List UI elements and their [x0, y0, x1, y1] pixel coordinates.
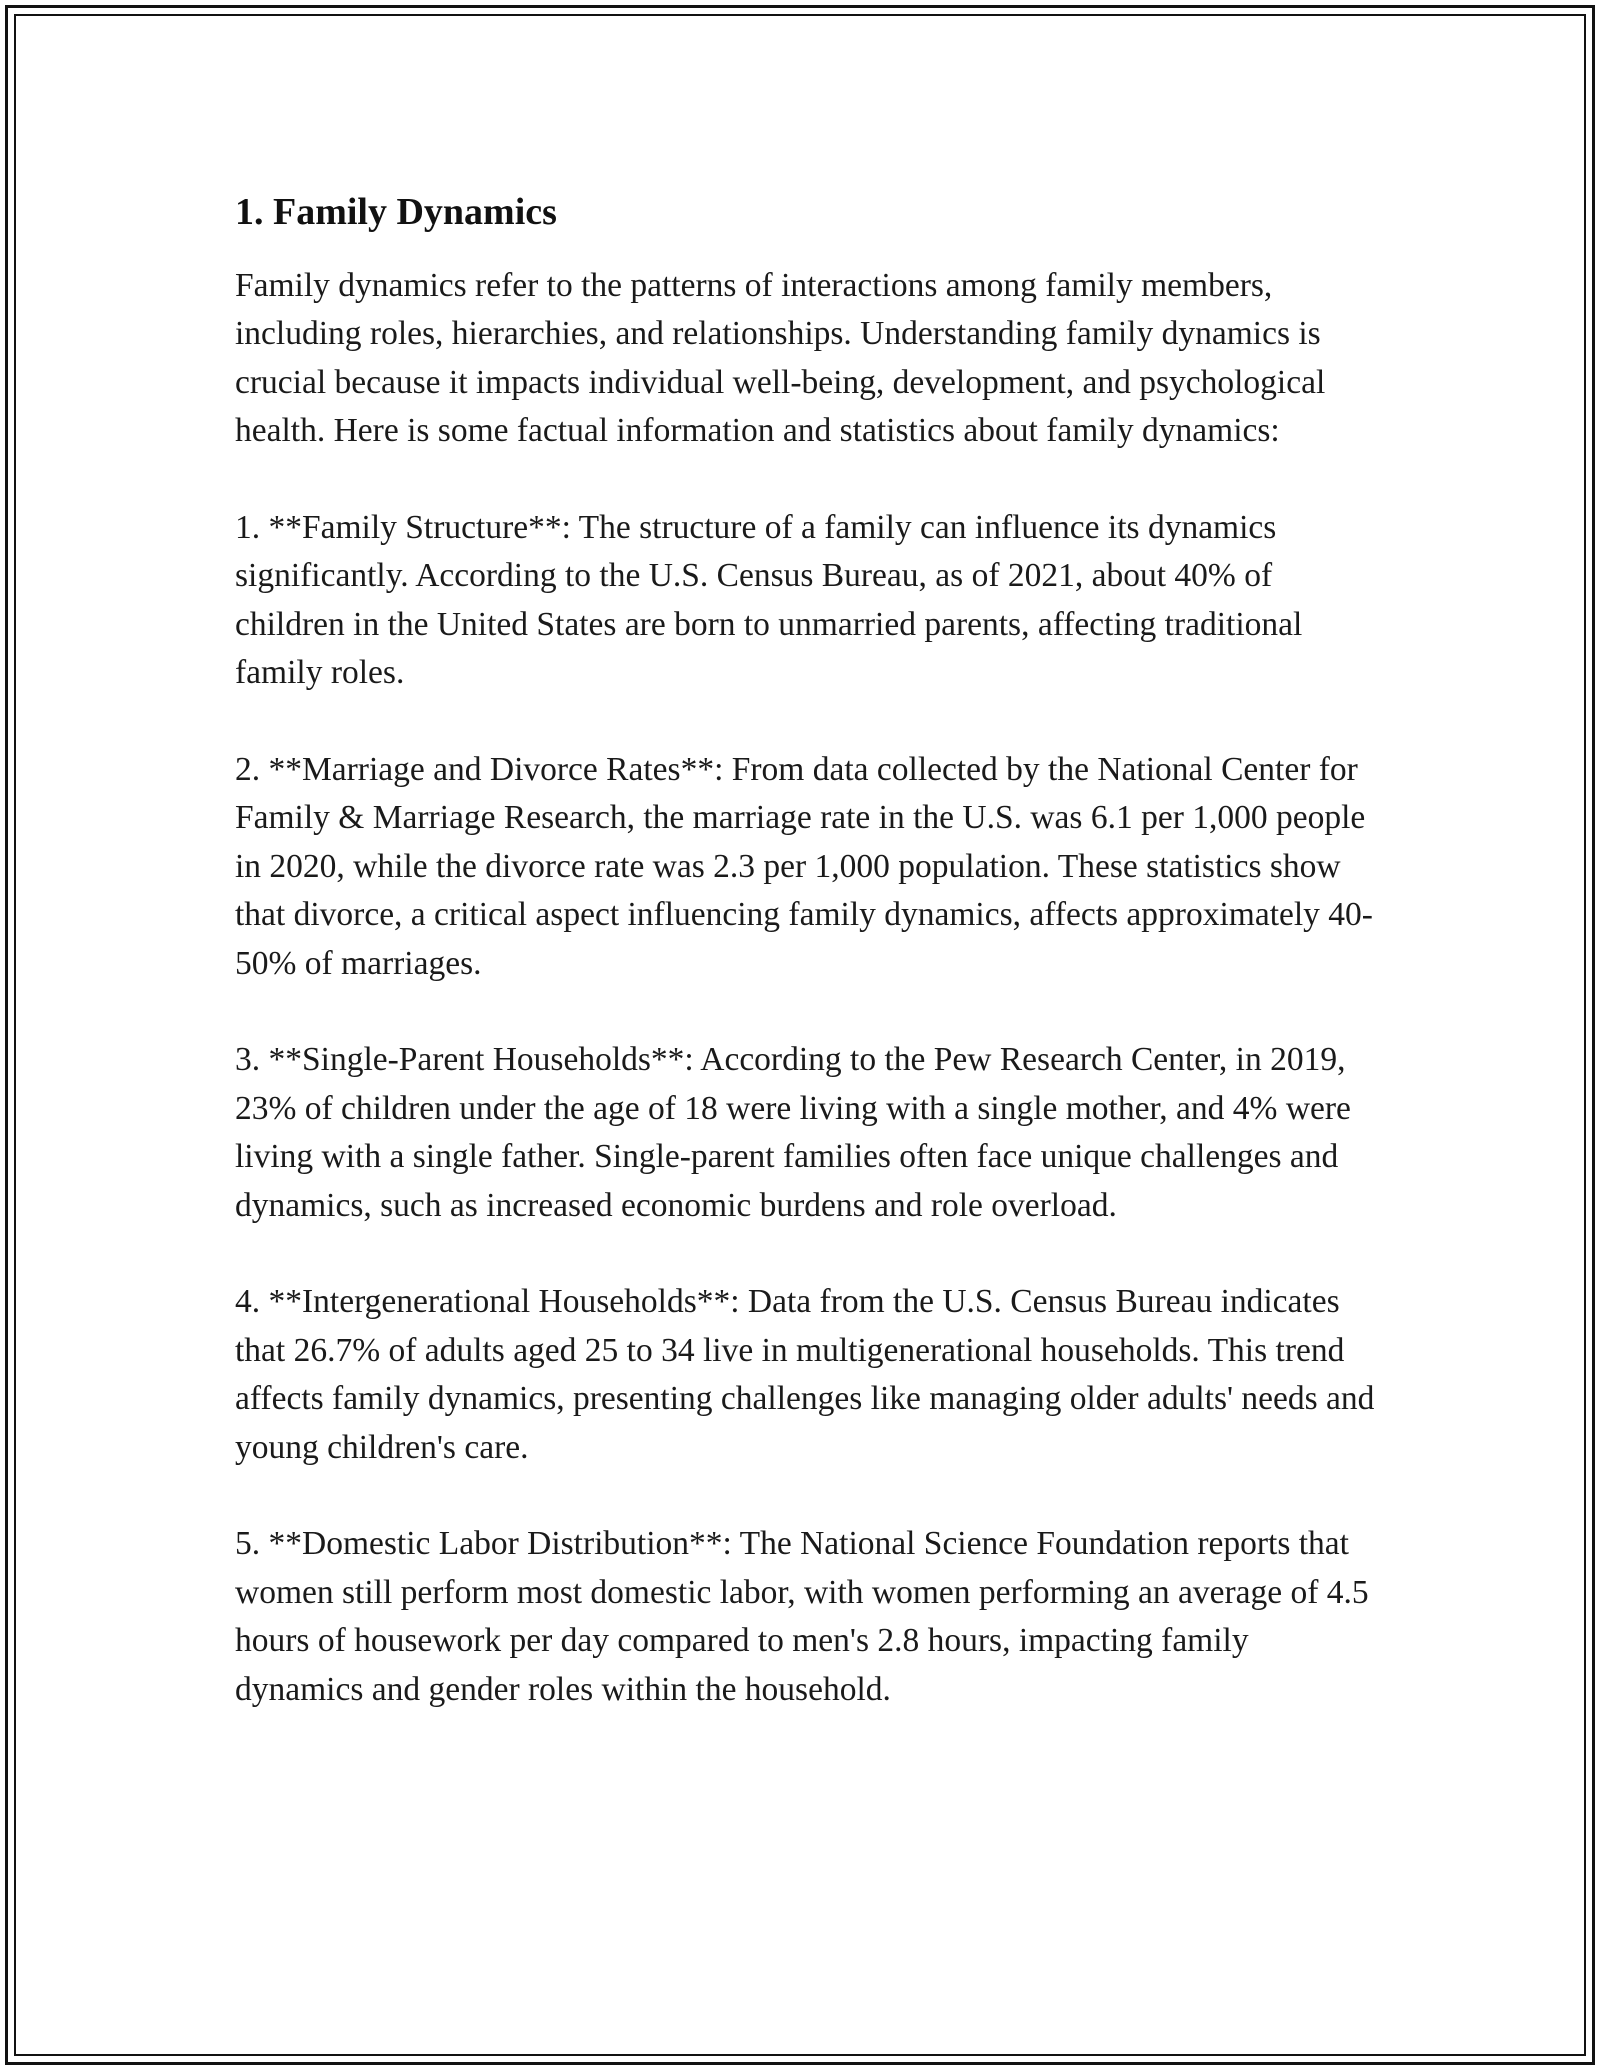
paragraph-family-structure: 1. **Family Structure**: The structure of a family can influence its dynamics significantly. According to the U.S. Census Bureau, as of 2021, about 40% of children in the United States are born to unmarried parents, affecting traditional family roles. [235, 509, 1303, 692]
paragraph-domestic-labor-distribution: 5. **Domestic Labor Distribution**: The National Science Foundation reports that women still perform most domestic labor, with women performing an average of 4.5 hours of housework per day compared to men's 2.8 hours, impacting family dynamics and gender roles within the household. [235, 1525, 1369, 1708]
page-title: 1. Family Dynamics [235, 191, 557, 233]
paragraph-intergenerational-households: 4. **Intergenerational Households**: Data from the U.S. Census Bureau indicates that 26.7% of adults aged 25 to 34 live in multigenerational households. This trend affects family dynamics, presenting challenges like managing older adults' needs and young children's care. [235, 1283, 1375, 1466]
paragraph-marriage-divorce-rates: 2. **Marriage and Divorce Rates**: From data collected by the National Center for Family & Marriage Research, the marriage rate in the U.S. was 6.1 per 1,000 people in 2020, while the divorce rate was 2.3 per 1,000 population. These statistics show that divorce, a critical aspect influencing family dynamics, affects approximately 40-50% of marriages. [235, 751, 1373, 982]
document-body [235, 186, 1385, 1763]
paragraph-single-parent-households: 3. **Single-Parent Households**: According to the Pew Research Center, in 2019, 23% of children under the age of 18 were living with a single mother, and 4% were living with a single father. Single-parent families often face unique challenges and dynamics, such as increased economic burdens and role overload. [235, 1041, 1351, 1224]
intro-paragraph: Family dynamics refer to the patterns of interactions among family members, including roles, hierarchies, and relationships. Understanding family dynamics is crucial because it impacts individual well-being, development, and psychological health. Here is some factual information and statistics about family dynamics: [235, 267, 1326, 450]
